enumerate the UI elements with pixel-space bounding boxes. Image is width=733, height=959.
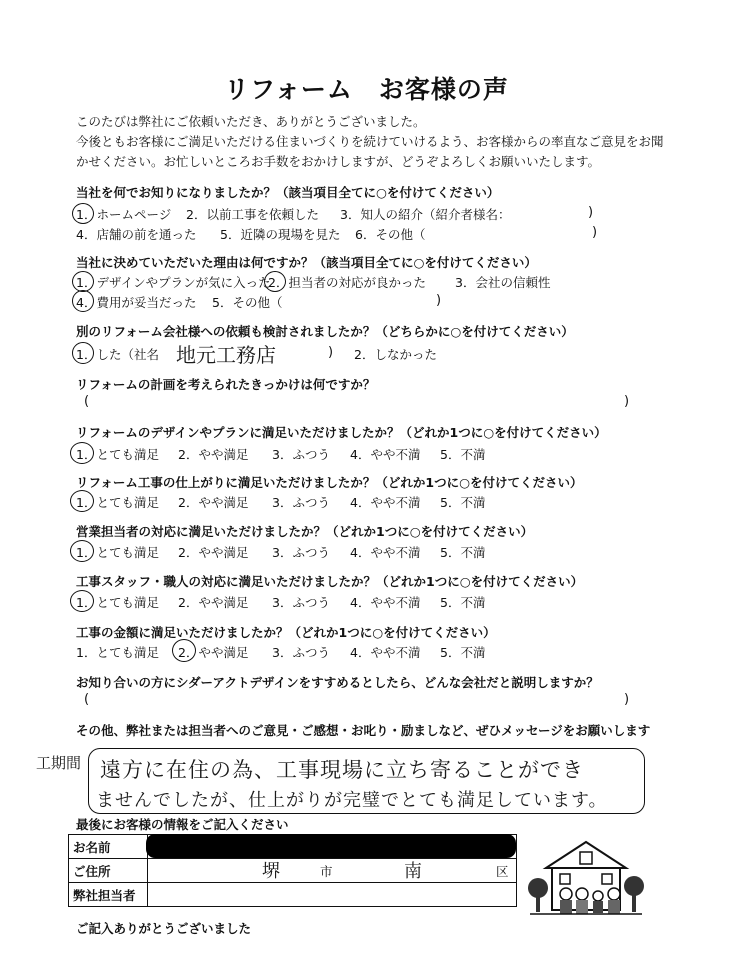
q9-option-2[interactable]: 2．やや満足 (178, 645, 249, 660)
q4-open: ( (84, 394, 90, 409)
q2-question: 当社に決めていただいた理由は何ですか？（該当項目全てに○を付けてください） (76, 255, 537, 270)
q1-option-3[interactable]: 3．知人の紹介（紹介者様名： (340, 207, 511, 222)
q6-question: リフォーム工事の仕上がりに満足いただけましたか？（どれか1つに○を付けてください） (76, 475, 583, 490)
selection-circle (70, 490, 94, 512)
q10-open: ( (84, 692, 90, 707)
q7-option-2[interactable]: 2．やや満足 (178, 545, 249, 560)
q1-question: 当社を何でお知りになりましたか？（該当項目全てに○を付けてください） (76, 185, 500, 200)
page-title: リフォーム お客様の声 (224, 75, 509, 104)
q1-option-1[interactable]: 1．ホームページ (76, 207, 172, 222)
address-label: ご住所 (69, 859, 148, 883)
q5-option-1[interactable]: 1．とても満足 (76, 447, 159, 462)
q5-option-4[interactable]: 4．やや不満 (350, 447, 421, 462)
q8-option-2[interactable]: 2．やや満足 (178, 595, 249, 610)
q6-option-4[interactable]: 4．やや不満 (350, 495, 421, 510)
intro-line-2: 今後ともお客様にご満足いただける住まいづくりを続けていけるよう、お客様からの率直なご意見をお聞 (76, 134, 664, 149)
q3-option-2[interactable]: 2．しなかった (354, 347, 437, 362)
q3-question: 別のリフォーム会社様への依頼も検討されましたか？（どちらかに○を付けてください） (76, 324, 574, 339)
footer-thanks: ご記入ありがとうございました (76, 921, 252, 936)
q8-question: 工事スタッフ・職人の対応に満足いただけましたか？（どれか1つに○を付けてください） (76, 574, 584, 589)
intro-line-3: かせください。お忙しいところお手数をおかけしますが、どうぞよろしくお願いいたします。 (76, 154, 601, 169)
q9-option-4[interactable]: 4．やや不満 (350, 645, 421, 660)
q8-option-4[interactable]: 4．やや不満 (350, 595, 421, 610)
address-handwritten-ward: 南 (404, 861, 422, 882)
q7-option-1[interactable]: 1．とても満足 (76, 545, 159, 560)
q6-option-5[interactable]: 5．不満 (440, 495, 486, 510)
q4-close: ) (624, 394, 630, 409)
staff-label: 弊社担当者 (69, 883, 148, 907)
q1-row1-close: ) (588, 205, 594, 220)
q5-option-3[interactable]: 3．ふつう (272, 447, 330, 462)
q2-row2-close: ) (436, 293, 442, 308)
q1-option-6[interactable]: 6．その他（ (355, 227, 426, 242)
house-family-illustration (526, 838, 646, 918)
staff-field[interactable] (148, 883, 517, 907)
q7-option-5[interactable]: 5．不満 (440, 545, 486, 560)
q1-option-5[interactable]: 5．近隣の現場を見た (220, 227, 341, 242)
q1-option-4[interactable]: 4．店舗の前を通った (76, 227, 197, 242)
address-printed-shi: 市 (320, 864, 333, 879)
comment-line-2: ませんでしたが、仕上がりが完璧でとても満足しています。 (96, 790, 608, 811)
q2-option-5[interactable]: 5．その他（ (212, 295, 283, 310)
q5-question: リフォームのデザインやプランに満足いただけましたか？（どれか1つに○を付けてください） (76, 425, 607, 440)
q7-question: 営業担当者の対応に満足いただけましたか？（どれか1つに○を付けてください） (76, 524, 534, 539)
selection-circle (72, 342, 94, 364)
q2-option-1[interactable]: 1．デザインやプランが気に入った (76, 275, 271, 290)
comment-question: その他、弊社または担当者へのご意見・ご感想・お叱り・励ましなど、ぜひメッセージをお願いします (76, 723, 651, 738)
selection-circle (70, 590, 94, 612)
q6-option-3[interactable]: 3．ふつう (272, 495, 330, 510)
q9-question: 工事の金額に満足いただけましたか？（どれか1つに○を付けてください） (76, 625, 496, 640)
q4-question: リフォームの計画を考えられたきっかけは何ですか？ (76, 377, 376, 392)
q5-option-2[interactable]: 2．やや満足 (178, 447, 249, 462)
selection-circle (70, 540, 94, 562)
q2-option-2[interactable]: 2．担当者の対応が良かった (268, 275, 426, 290)
handwritten-company: 地元工務店 (176, 343, 276, 367)
q9-option-1[interactable]: 1．とても満足 (76, 645, 159, 660)
q9-option-3[interactable]: 3．ふつう (272, 645, 330, 660)
q2-option-3[interactable]: 3．会社の信頼性 (455, 275, 551, 290)
selection-circle (172, 639, 196, 662)
q6-option-1[interactable]: 1．とても満足 (76, 495, 159, 510)
q3-option-1[interactable]: 1．した（社名 (76, 347, 159, 362)
comment-side-label: 工期間 (36, 754, 82, 772)
selection-circle (70, 442, 94, 464)
address-printed-ku: 区 (496, 864, 509, 879)
customer-info-heading: 最後にお客様の情報をご記入ください (76, 817, 289, 832)
name-label: お名前 (69, 835, 148, 859)
q5-option-5[interactable]: 5．不満 (440, 447, 486, 462)
q2-option-4[interactable]: 4．費用が妥当だった (76, 295, 197, 310)
q8-option-5[interactable]: 5．不満 (440, 595, 486, 610)
q8-option-1[interactable]: 1．とても満足 (76, 595, 159, 610)
selection-circle (264, 271, 286, 292)
comment-line-1: 遠方に在住の為、工事現場に立ち寄ることができ (100, 758, 584, 782)
q3-close: ) (328, 345, 334, 360)
q7-option-4[interactable]: 4．やや不満 (350, 545, 421, 560)
intro-line-1: このたびは弊社にご依頼いただき、ありがとうございました。 (76, 114, 426, 129)
address-handwritten-city: 堺 (262, 861, 280, 882)
q9-option-5[interactable]: 5．不満 (440, 645, 486, 660)
q10-close: ) (624, 692, 630, 707)
q8-option-3[interactable]: 3．ふつう (272, 595, 330, 610)
q7-option-3[interactable]: 3．ふつう (272, 545, 330, 560)
q10-question: お知り合いの方にシダーアクトデザインをすすめるとしたら、どんな会社だと説明しますか？ (76, 675, 599, 690)
selection-circle (72, 203, 94, 224)
q1-option-2[interactable]: 2．以前工事を依頼した (186, 207, 319, 222)
selection-circle (72, 290, 94, 312)
q6-option-2[interactable]: 2．やや満足 (178, 495, 249, 510)
selection-circle (72, 271, 94, 292)
name-redaction (146, 834, 516, 858)
q1-row2-close: ) (592, 225, 598, 240)
